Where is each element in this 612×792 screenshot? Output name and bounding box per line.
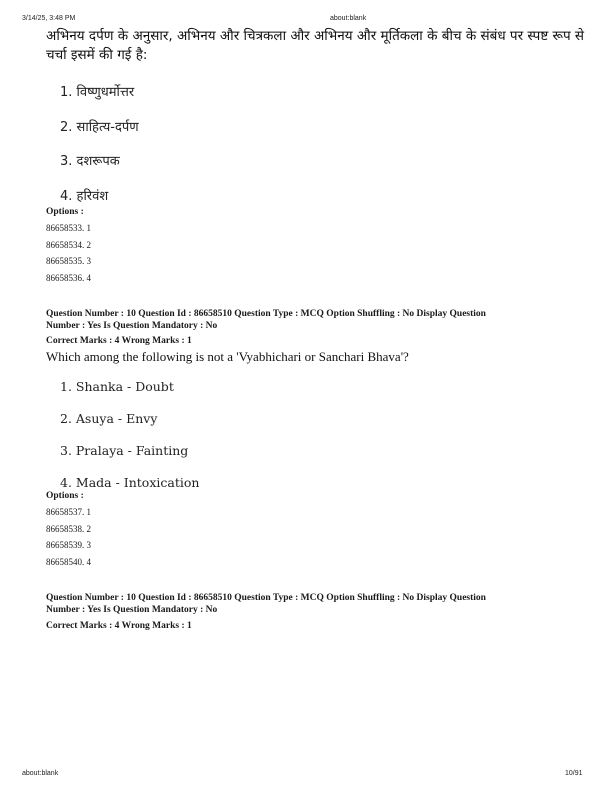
question-marks: Correct Marks : 4 Wrong Marks : 1: [46, 621, 192, 631]
options-label: Options :: [46, 491, 84, 501]
option-id: 86658537. 1: [46, 507, 91, 517]
question-meta-line2: Number : Yes Is Question Mandatory : No: [46, 321, 218, 331]
option-1: 1. विष्णुधर्मोत्तर: [60, 85, 135, 100]
question-meta: [46, 308, 576, 332]
option-id: 86658538. 2: [46, 524, 91, 534]
question-meta-line1: Question Number : 10 Question Id : 86658510 Question Type : MCQ Option Shuffling : No Display Question: [46, 309, 486, 319]
print-url: about:blank: [330, 15, 367, 22]
question-meta-line1: Question Number : 10 Question Id : 86658510 Question Type : MCQ Option Shuffling : No Display Question: [46, 593, 486, 603]
option-id: 86658540. 4: [46, 557, 91, 567]
option-3: 3. Pralaya - Fainting: [60, 443, 189, 458]
option-id: 86658539. 3: [46, 540, 91, 550]
question-meta-line2: Number : Yes Is Question Mandatory : No: [46, 605, 218, 615]
option-id: 86658533. 1: [46, 223, 91, 233]
question-meta: [46, 592, 576, 616]
option-id: 86658534. 2: [46, 240, 91, 250]
question-marks: Correct Marks : 4 Wrong Marks : 1: [46, 336, 192, 346]
option-3: 3. दशरूपक: [60, 154, 120, 169]
option-2: 2. साहित्य-दर्पण: [60, 120, 139, 135]
question-text-hindi: अभिनय दर्पण के अनुसार, अभिनय और चित्रकला और अभिनय और मूर्तिकला के बीच के संबंध पर स्पष्ट रूप से चर्चा इसमें की गई है:: [46, 28, 585, 63]
page-number: 10/91: [565, 770, 583, 777]
options-label: Options :: [46, 207, 84, 217]
option-1: 1. Shanka - Doubt: [60, 379, 174, 394]
option-4: 4. Mada - Intoxication: [60, 475, 200, 490]
option-2: 2. Asuya - Envy: [60, 411, 158, 426]
option-id: 86658535. 3: [46, 256, 91, 266]
option-id: 86658536. 4: [46, 273, 91, 283]
option-4: 4. हरिवंश: [60, 189, 109, 204]
print-datetime: 3/14/25, 3:48 PM: [22, 15, 76, 22]
footer-url: about:blank: [22, 770, 59, 777]
question-text-english: Which among the following is not a 'Vyabhichari or Sanchari Bhava'?: [46, 349, 409, 364]
